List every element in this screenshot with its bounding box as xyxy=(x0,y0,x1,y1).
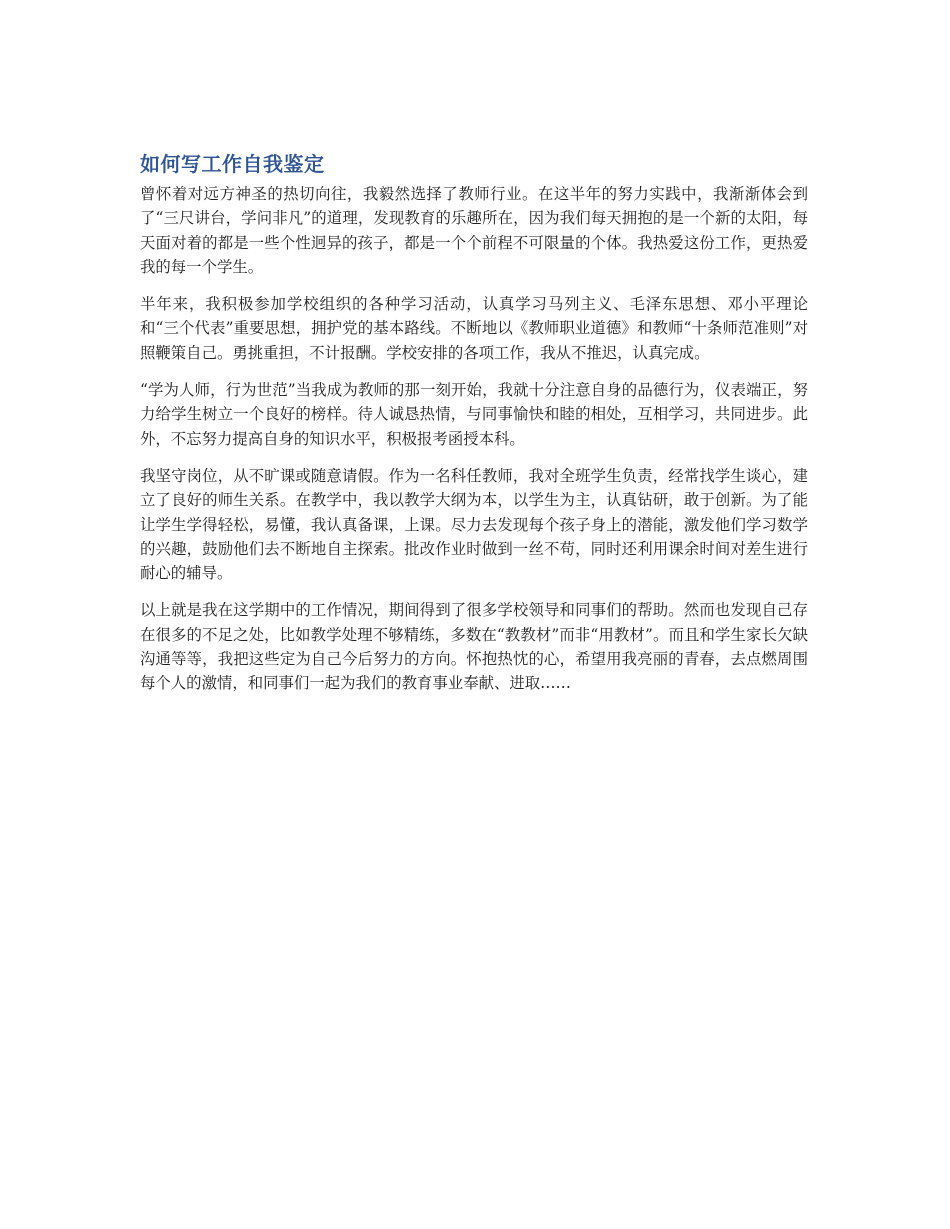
paragraph-2: 半年来，我积极参加学校组织的各种学习活动，认真学习马列主义、毛泽东思想、邓小平理论和“三个代表”重要思想，拥护党的基本路线。不断地以《教师职业道德》和教师“十条师范准则”对照鞭策自己。勇挑重担，不计报酬。学校安排的各项工作，我从不推迟，认真完成。 xyxy=(140,295,808,362)
paragraph-1: 曾怀着对远方神圣的热切向往，我毅然选择了教师行业。在这半年的努力实践中，我渐渐体会到了“三尺讲台，学问非凡”的道理，发现教育的乐趣所在，因为我们每天拥抱的是一个新的太阳，每天面对着的都是一些个性迥异的孩子，都是一个个前程不可限量的个体。我热爱这份工作，更热爱我的每一个学生。 xyxy=(140,185,808,276)
paragraph-3: “学为人师，行为世范”当我成为教师的那一刻开始，我就十分注意自身的品德行为，仪表端正，努力给学生树立一个良好的榜样。待人诚恳热情，与同事愉快和睦的相处，互相学习，共同进步。此外，不忘努力提高自身的知识水平，积极报考函授本科。 xyxy=(140,381,808,448)
document-title: 如何写工作自我鉴定 xyxy=(140,152,325,176)
document-body xyxy=(140,150,808,709)
paragraph-5: 以上就是我在这学期中的工作情况，期间得到了很多学校领导和同事们的帮助。然而也发现自己存在很多的不足之处，比如教学处理不够精练，多数在“教教材”而非“用教材”。而且和学生家长欠缺沟通等等，我把这些定为自己今后努力的方向。怀抱热忱的心，希望用我亮丽的青春，去点燃周围每个人的激情，和同事们一起为我们的教育事业奉献、进取…… xyxy=(140,601,808,693)
paragraph-4: 我坚守岗位，从不旷课或随意请假。作为一名科任教师，我对全班学生负责，经常找学生谈心，建立了良好的师生关系。在教学中，我以教学大纲为本，以学生为主，认真钻研，敢于创新。为了能让学生学得轻松，易懂，我认真备课，上课。尽力去发现每个孩子身上的潜能，激发他们学习数学的兴趣，鼓励他们去不断地自主探索。批改作业时做到一丝不苟，同时还利用课余时间对差生进行耐心的辅导。 xyxy=(140,466,808,583)
